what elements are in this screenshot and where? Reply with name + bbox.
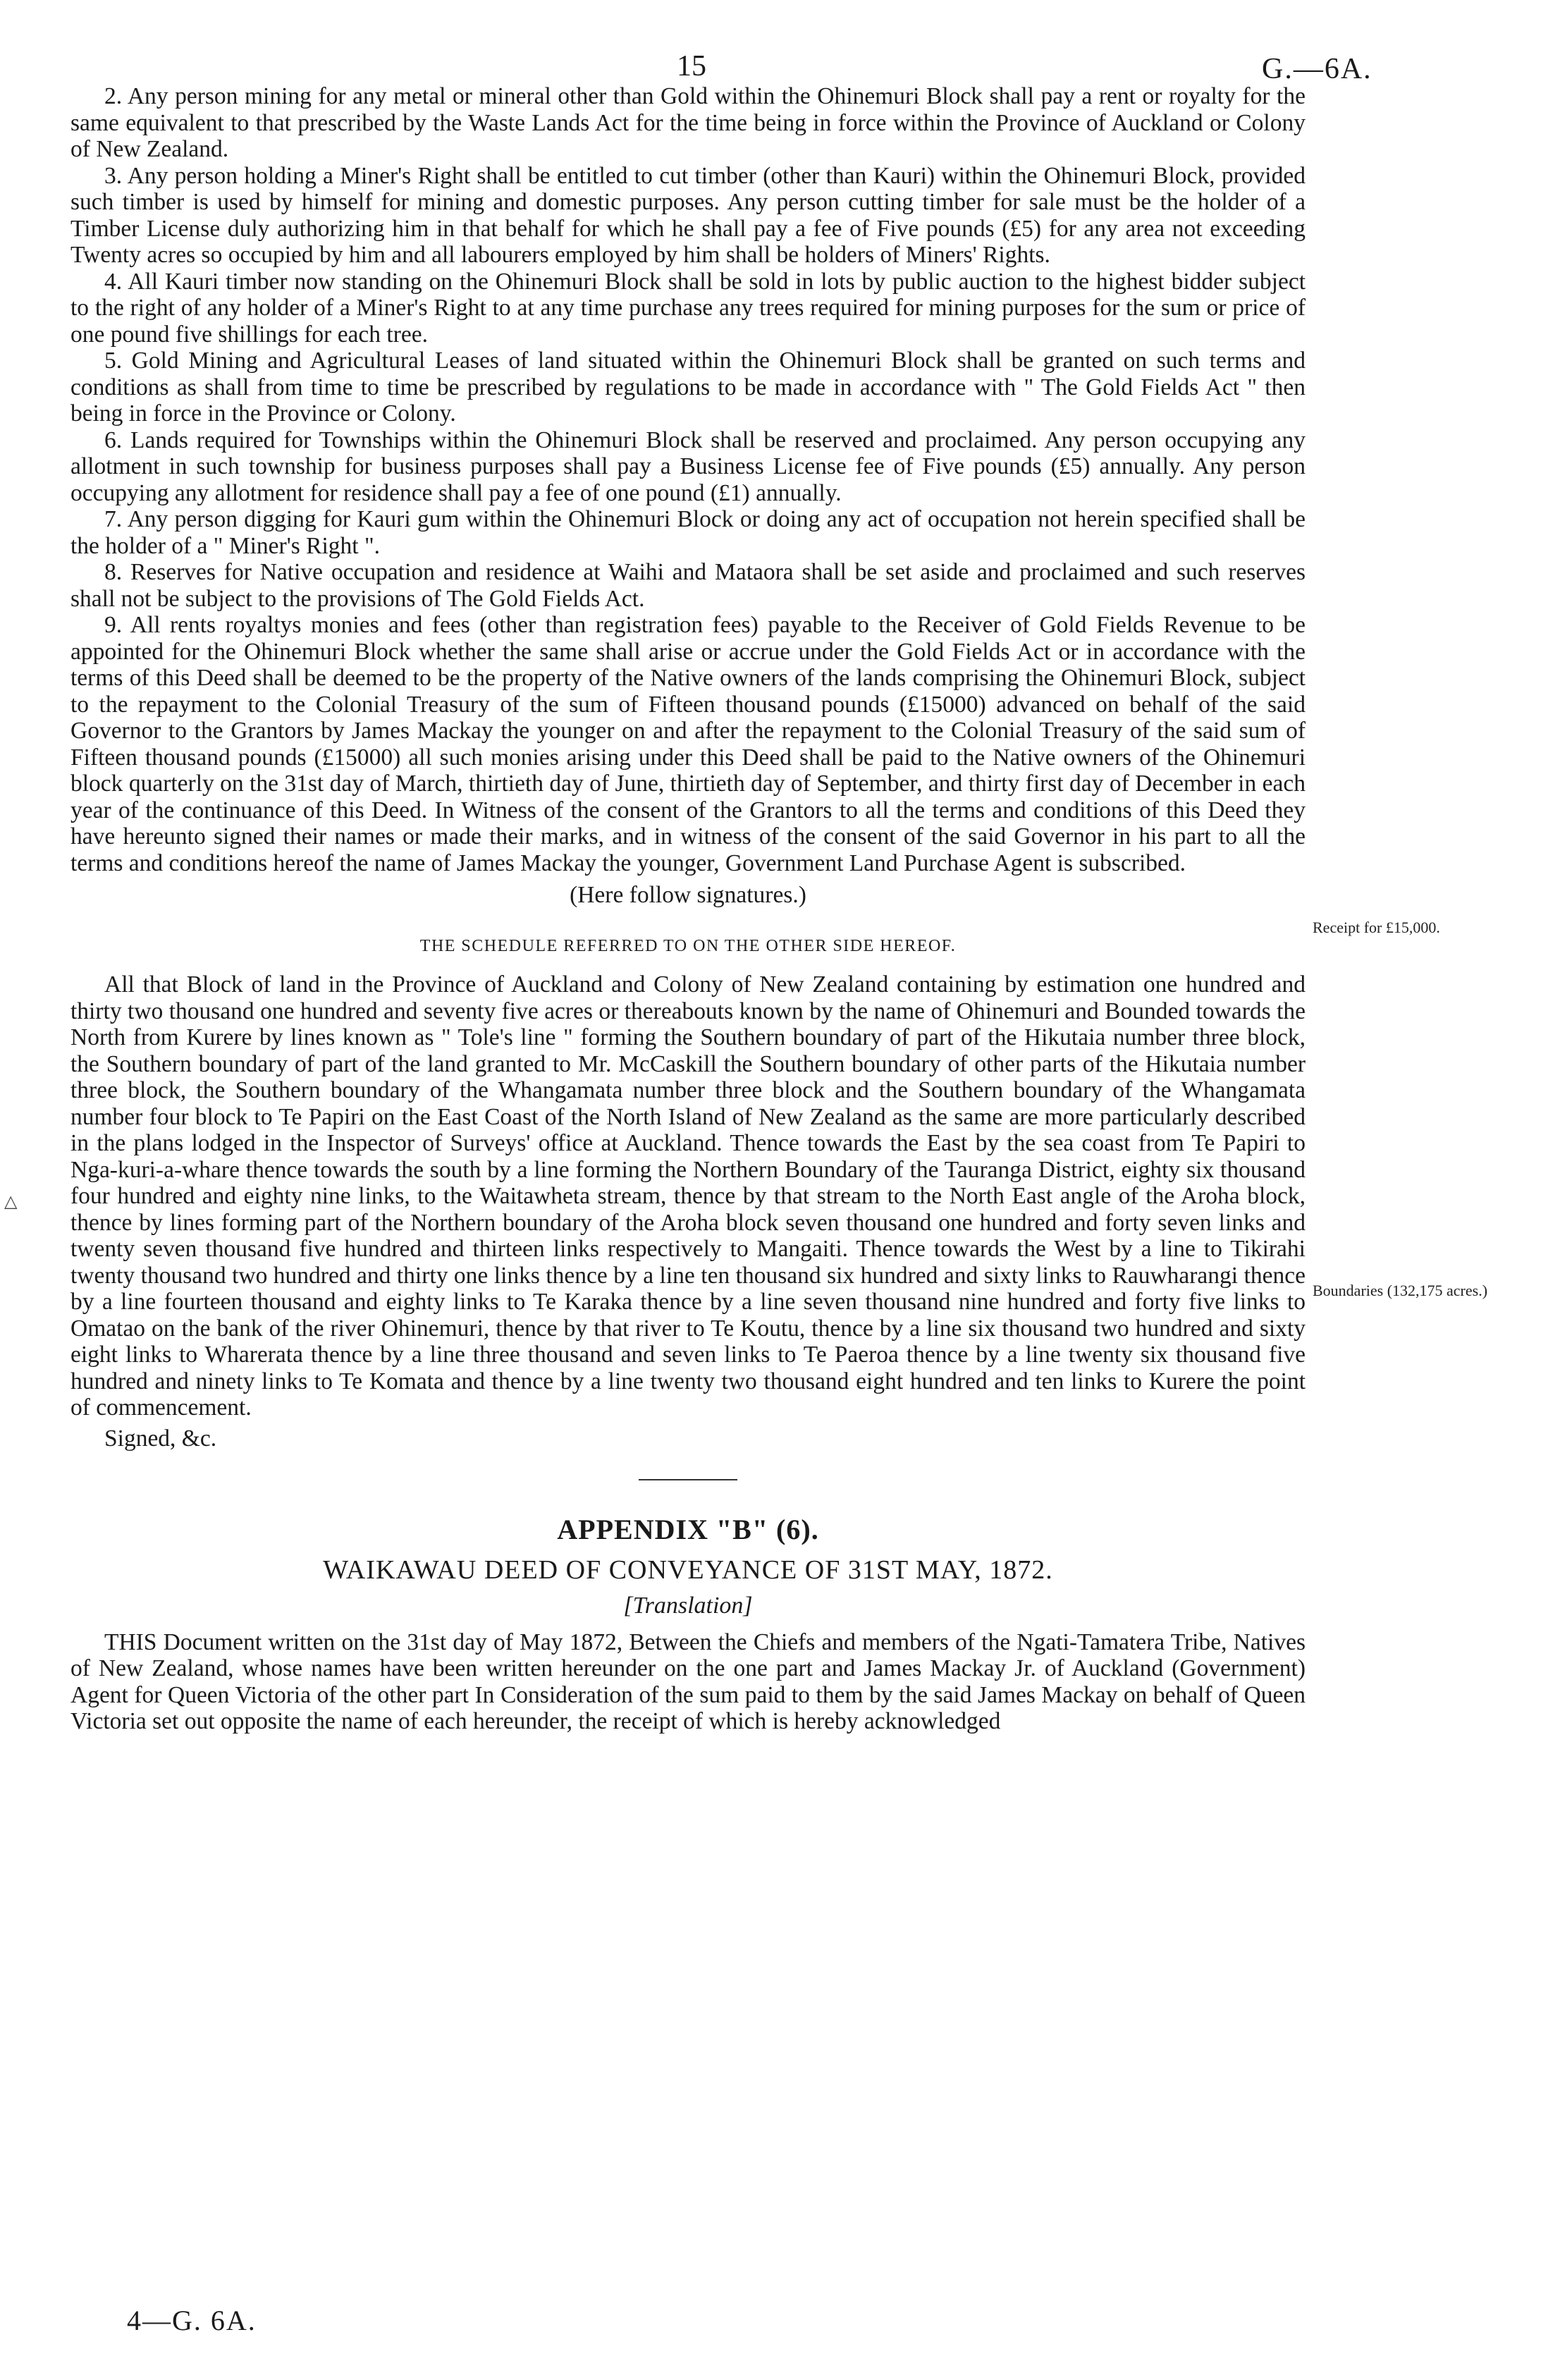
section-divider <box>639 1479 737 1480</box>
clause-2: 2. Any person mining for any metal or mineral other than Gold within the Ohinemuri Block shall pay a rent or royalty for the same equivalent to that prescribed by the Waste Lands Act for the time being in force within the Province of Auckland or Colony of New Zealand. <box>70 83 1306 162</box>
translation-label: [Translation] <box>623 1592 753 1619</box>
clause-4: 4. All Kauri timber now standing on the Ohinemuri Block shall be sold in lots by public auction to the highest bidder subject to the right of any holder of a Miner's Right to at any time purchase any trees required for mining purposes for the sum or price of one pound five shillings for each tree. <box>70 268 1306 348</box>
clause-3: 3. Any person holding a Miner's Right shall be entitled to cut timber (other than Kauri) within the Ohinemuri Block, provided such timber is used by himself for mining and domestic purposes. Any person cutting timber for sale must be the holder of a Timber License duly authorizing him in that behalf for which he shall pay a fee of Five pounds (£5) for any area not exceeding Twenty acres so occupied by him and all labourers employed by him shall be holders of Miners' Rights. <box>70 162 1306 268</box>
margin-note-boundaries: Boundaries (132,175 acres.) <box>1313 1282 1488 1299</box>
deed-heading: WAIKAWAU DEED OF CONVEYANCE OF 31ST MAY, 1872. <box>323 1554 1053 1585</box>
clause-5: 5. Gold Mining and Agricultural Leases of land situated within the Ohinemuri Block shall be granted on such terms and conditions as shall from time to time be prescribed by regulations to be made in accordance with " The Gold Fields Act " then being in force in the Province or Colony. <box>70 348 1306 427</box>
document-reference: G.—6A. <box>1262 53 1372 85</box>
clause-6: 6. Lands required for Townships within the Ohinemuri Block shall be reserved and proclaimed. Any person occupying any allotment in such township for business purposes shall pay a Business License fee of Five pounds (£5) annually. Any person occupying any allotment for residence shall pay a fee of one pound (£1) annually. <box>70 427 1306 506</box>
margin-note-receipt: Receipt for £15,000. <box>1313 919 1440 936</box>
footer-reference: 4—G. 6A. <box>127 2305 257 2336</box>
main-text-column <box>70 83 1306 1735</box>
deed-opening-text: THIS Document written on the 31st day of May 1872, Between the Chiefs and members of the Ngati-Tamatera Tribe, Natives of New Zealand, whose names have been written hereunder on the one part and James Mackay Jr. of Auckland (Government) Agent for Queen Victoria of the other part In Consideration of the sum paid to them by the said James Mackay on behalf of Queen Victoria set out opposite the name of each hereunder, the receipt of which is hereby acknowledged <box>70 1628 1306 1734</box>
page-number: 15 <box>677 50 706 82</box>
page-header <box>0 21 1560 85</box>
clause-9: 9. All rents royaltys monies and fees (other than registration fees) payable to the Receiver of Gold Fields Revenue to be appointed for the Ohinemuri Block whether the same shall arise or accrue under the Gold Fields Act or in accordance with the terms of this Deed shall be deemed to be the property of the Native owners of the lands comprising the Ohinemuri Block, subject to the repayment to the Colonial Treasury of the sum of Fifteen thousand pounds (£15000) advanced on behalf of the said Governor to the Grantors by James Mackay the younger on and after the repayment to the Colonial Treasury of the said sum of Fifteen thousand pounds (£15000) all such monies arising under this Deed shall be paid to the Native owners of the Ohinemuri block quarterly on the 31st day of March, thirtieth day of June, thirtieth day of September, and thirty first day of December in each year of the continuance of this Deed. In Witness of the consent of the Grantors to all the terms and conditions of this Deed they have hereunto signed their names or made their marks, and in witness of the consent of the said Governor in his part to all the terms and conditions hereof the name of James Mackay the younger, Government Land Purchase Agent is subscribed. <box>70 612 1306 876</box>
signatures-note: (Here follow signatures.) <box>570 882 806 908</box>
signed-line: Signed, &c. <box>104 1425 217 1452</box>
schedule-heading: THE SCHEDULE REFERRED TO ON THE OTHER SIDE HEREOF. <box>419 937 957 955</box>
clause-8: 8. Reserves for Native occupation and residence at Waihi and Mataora shall be set aside and proclaimed and such reserves shall not be subject to the provisions of The Gold Fields Act. <box>70 559 1306 612</box>
appendix-heading: APPENDIX "B" (6). <box>557 1513 819 1545</box>
schedule-boundaries-text: All that Block of land in the Province of Auckland and Colony of New Zealand containing by estimation one hundred and thirty two thousand one hundred and seventy five acres or thereabouts known by the name of Ohinemuri and Bounded towards the North from Kurere by lines known as " Tole's line " forming the Southern boundary of part of the Hikutaia number three block, the Southern boundary of part of the land granted to Mr. McCaskill the Southern boundary of other parts of the Hikutaia number three block, the Southern boundary of the Whangamata number three block and the Southern boundary of the Whangamata number four block to Te Papiri on the East Coast of the North Island of New Zealand as the same are more particularly described in the plans lodged in the Inspector of Surveys' office at Auckland. Thence towards the East by the sea coast from Te Papiri to Nga-kuri-a-whare thence towards the south by a line forming the Northern Boundary of the Tauranga District, eighty six thousand four hundred and eighty nine links, to the Waitawheta stream, thence by that stream to the North East angle of the Aroha block, thence by lines forming part of the Northern boundary of the Aroha block seven thousand one hundred and forty seven links and twenty seven thousand five hundred and thirteen links respectively to Mangaiti. Thence towards the West by a line to Tikirahi twenty thousand two hundred and thirty one links thence by a line ten thousand six hundred and sixty links to Rauwharangi thence by a line fourteen thousand and eighty links to Te Karaka thence by a line seven thousand nine hundred and forty five links to Omatao on the bank of the river Ohinemuri, thence by that river to Te Koutu, thence by a line six thousand two hundred and sixty eight links to Wharerata thence by a line three thousand and seven links to Te Paeroa thence by a line twenty six thousand five hundred and ninety links to Te Komata and thence by a line twenty two thousand eight hundred and ten links to Kurere the point of commencement. <box>70 971 1306 1421</box>
edge-mark: △ <box>4 1193 18 1211</box>
clause-7: 7. Any person digging for Kauri gum within the Ohinemuri Block or doing any act of occupation not herein specified shall be the holder of a " Miner's Right ". <box>70 506 1306 559</box>
